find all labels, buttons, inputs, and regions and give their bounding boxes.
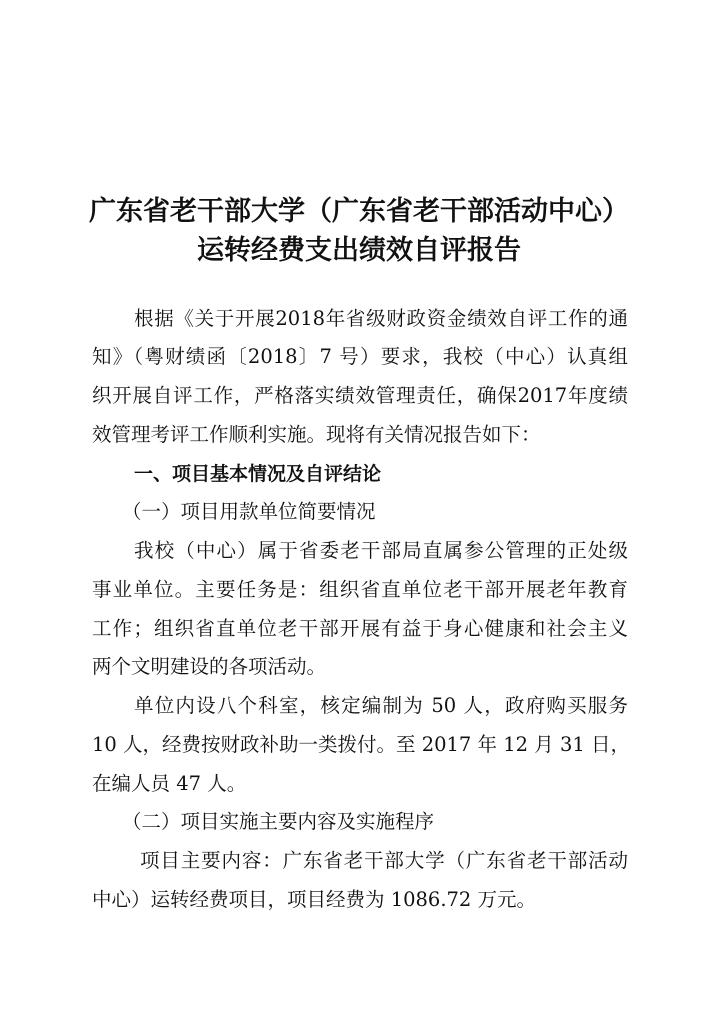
paragraph-2-line-4: 两个文明建设的各项活动。 [92, 655, 327, 678]
paragraph-3-line-1: 单位内设八个科室，核定编制为 50 人，政府购买服务 [134, 694, 628, 717]
paragraph-2-line-2: 事业单位。主要任务是：组织省直单位老干部开展老年教育 [92, 578, 628, 601]
paragraph-3-line-3: 在编人员 47 人。 [92, 772, 247, 795]
paragraph-1-line-1: 根据《关于开展2018年省级财政资金绩效自评工作的通 [134, 307, 628, 330]
subsection-heading-1: （一）项目用款单位简要情况 [122, 500, 376, 523]
report-title-line-1: 广东省老干部大学（广东省老干部活动中心） [89, 196, 629, 227]
paragraph-2-line-3: 工作；组织省直单位老干部开展有益于身心健康和社会主义 [92, 617, 628, 640]
paragraph-1-line-2: 知》（粤财绩函〔2018〕7 号）要求，我校（中心）认真组 [92, 345, 628, 368]
paragraph-1-line-4: 效管理考评工作顺利实施。现将有关情况报告如下： [92, 423, 541, 446]
paragraph-1-line-3: 织开展自评工作，严格落实绩效管理责任，确保2017年度绩 [92, 384, 628, 407]
paragraph-2-line-1: 我校（中心）属于省委老干部局直属参公管理的正处级 [134, 539, 628, 562]
report-title-line-2: 运转经费支出绩效自评报告 [197, 235, 521, 266]
paragraph-3-line-2: 10 人，经费按财政补助一类拨付。至 2017 年 12 月 31 日， [92, 733, 630, 756]
paragraph-4-line-1: 项目主要内容：广东省老干部大学（广东省老干部活动 [140, 849, 628, 872]
section-heading-1: 一、项目基本情况及自评结论 [134, 463, 382, 485]
paragraph-4-line-2: 中心）运转经费项目，项目经费为 1086.72 万元。 [92, 888, 537, 911]
subsection-heading-2: （二）项目实施主要内容及实施程序 [122, 810, 435, 833]
